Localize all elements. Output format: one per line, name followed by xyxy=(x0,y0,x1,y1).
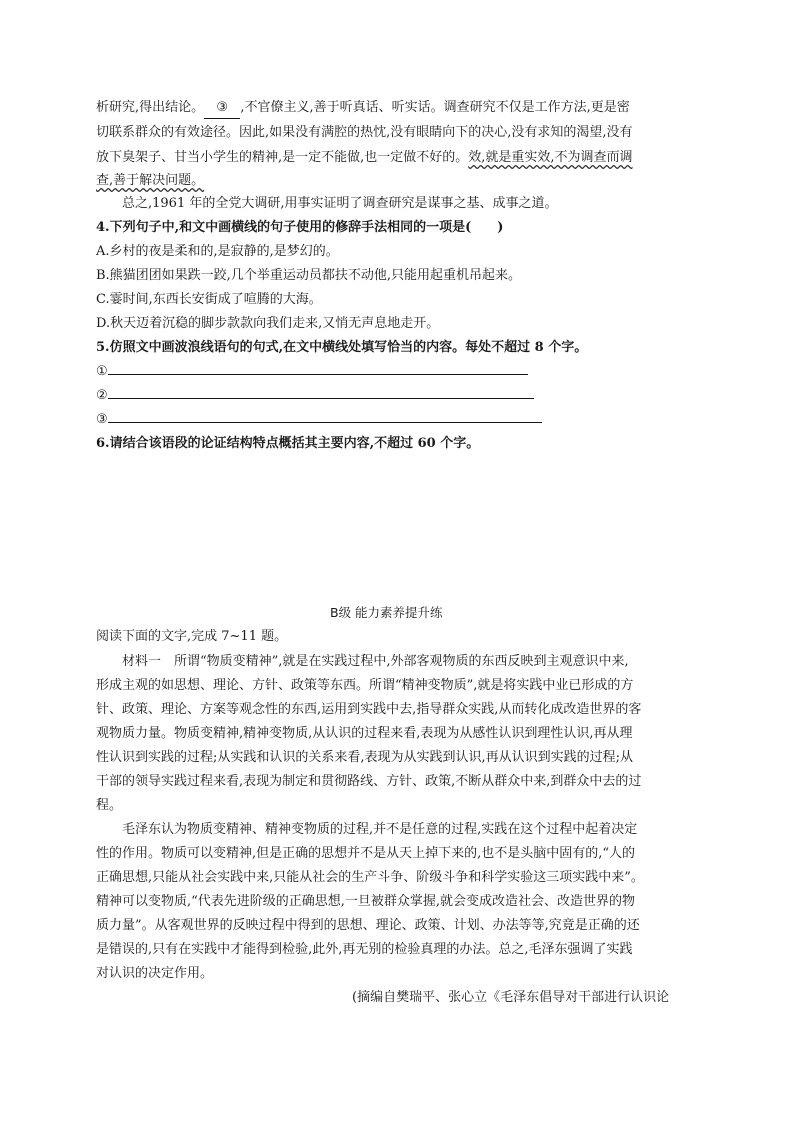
section-b-title: B级 能力素养提升练 xyxy=(330,605,443,620)
paragraph-2-line: 对认识的决定作用。 xyxy=(96,966,214,981)
answer-underline[interactable] xyxy=(108,362,528,375)
q4-option-c: C.霎时间,东西长安街成了喧腾的大海。 xyxy=(96,292,322,307)
passage-line-1: 析研究,得出结论。 ③ ,不官僚主义,善于听真话、听实话。调查研究不仅是工作方法,更是密 xyxy=(96,98,630,118)
wavy-underlined-text-2: 查,善于解决问题。 xyxy=(96,173,205,188)
passage-line-2: 切联系群众的有效途径。因此,如果没有满腔的热忱,没有眼睛向下的决心,没有求知的渴望,没有 xyxy=(96,125,633,140)
answer-underline[interactable] xyxy=(108,386,534,399)
material-1-line: 材料一 所谓“物质变精神”,就是在实践过程中,外部客观物质的东西反映到主观意识中来, xyxy=(122,654,629,669)
fill-blank-3: ③ xyxy=(204,98,240,119)
material-1-line: 针、政策、理论、方案等观念性的东西,运用到实践中去,指导群众实践,从而转化成改造世界的客 xyxy=(96,702,642,717)
section-b-intro: 阅读下面的文字,完成 7~11 题。 xyxy=(96,629,288,644)
paragraph-2-line: 质力量”。从客观世界的反映过程中得到的思想、理论、政策、计划、办法等等,究竟是正确的还 xyxy=(96,918,640,933)
paragraph-2-line: 正确思想,只能从社会实践中来,只能从社会的生产斗争、阶级斗争和科学实验这三项实践中来”。 xyxy=(96,870,644,885)
question-5-stem: 5.仿照文中画波浪线语句的句式,在文中横线处填写恰当的内容。每处不超过 8 个字。 xyxy=(96,340,588,355)
material-1-line: 观物质力量。物质变精神,精神变物质,从认识的过程来看,表现为从感性认识到理性认识,再从理 xyxy=(96,726,633,741)
q5-answer-line-3[interactable]: ③ xyxy=(96,410,542,430)
material-1-line: 形成主观的如思想、理论、方针、政策等东西。所谓“精神变物质”,就是将实践中业已形成的方 xyxy=(96,678,634,693)
q4-option-a: A.乡村的夜是柔和的,是寂静的,是梦幻的。 xyxy=(96,244,339,259)
paragraph-2-line: 是错误的,只有在实践中才能得到检验,此外,再无别的检验真理的办法。总之,毛泽东强调了实践 xyxy=(96,942,633,957)
material-1-line: 程。 xyxy=(96,798,123,813)
material-1-line: 性认识到实践的过程;从实践和认识的关系来看,表现为从实践到认识,再从认识到实践的过程;从 xyxy=(96,750,634,765)
passage-line-4 xyxy=(96,171,204,191)
source-citation: (摘编自樊瑞平、张心立《毛泽东倡导对干部进行认识论 xyxy=(352,990,670,1005)
question-6-stem: 6.请结合该语段的论证结构特点概括其主要内容,不超过 60 个字。 xyxy=(96,436,480,451)
paragraph-2-line: 毛泽东认为物质变精神、精神变物质的过程,并不是任意的过程,实践在这个过程中起着决定 xyxy=(122,822,638,837)
passage-line-3: 放下臭架子、甘当小学生的精神,是一定不能做,也一定做不好的。效,就是重实效,不为调查而调 xyxy=(96,150,633,165)
q4-option-b: B.熊猫团团如果跌一跤,几个举重运动员都扶不动他,只能用起重机吊起来。 xyxy=(96,268,521,283)
paragraph-2-line: 精神可以变物质,“代表先进阶级的正确思想,一旦被群众掌握,就会变成改造社会、改造世界的物 xyxy=(96,894,636,909)
q4-option-d: D.秋天迈着沉稳的脚步款款向我们走来,又悄无声息地走开。 xyxy=(96,316,440,331)
question-4-stem: 4.下列句子中,和文中画横线的句子使用的修辞手法相同的一项是( ) xyxy=(96,220,504,235)
wavy-underlined-text: 效,就是重实效,不为调查而调 xyxy=(468,150,633,165)
answer-underline[interactable] xyxy=(108,410,542,423)
q5-answer-line-2[interactable]: ② xyxy=(96,386,534,406)
material-1-line: 干部的领导实践过程来看,表现为制定和贯彻路线、方针、政策,不断从群众中来,到群众中去的过 xyxy=(96,774,642,789)
passage-line-5: 总之,1961 年的全党大调研,用事实证明了调查研究是谋事之基、成事之道。 xyxy=(122,196,558,211)
q5-answer-line-1[interactable]: ① xyxy=(96,362,528,382)
paragraph-2-line: 性的作用。物质可以变精神,但是正确的思想并不是从天上掉下来的,也不是头脑中固有的,“人的 xyxy=(96,846,636,861)
